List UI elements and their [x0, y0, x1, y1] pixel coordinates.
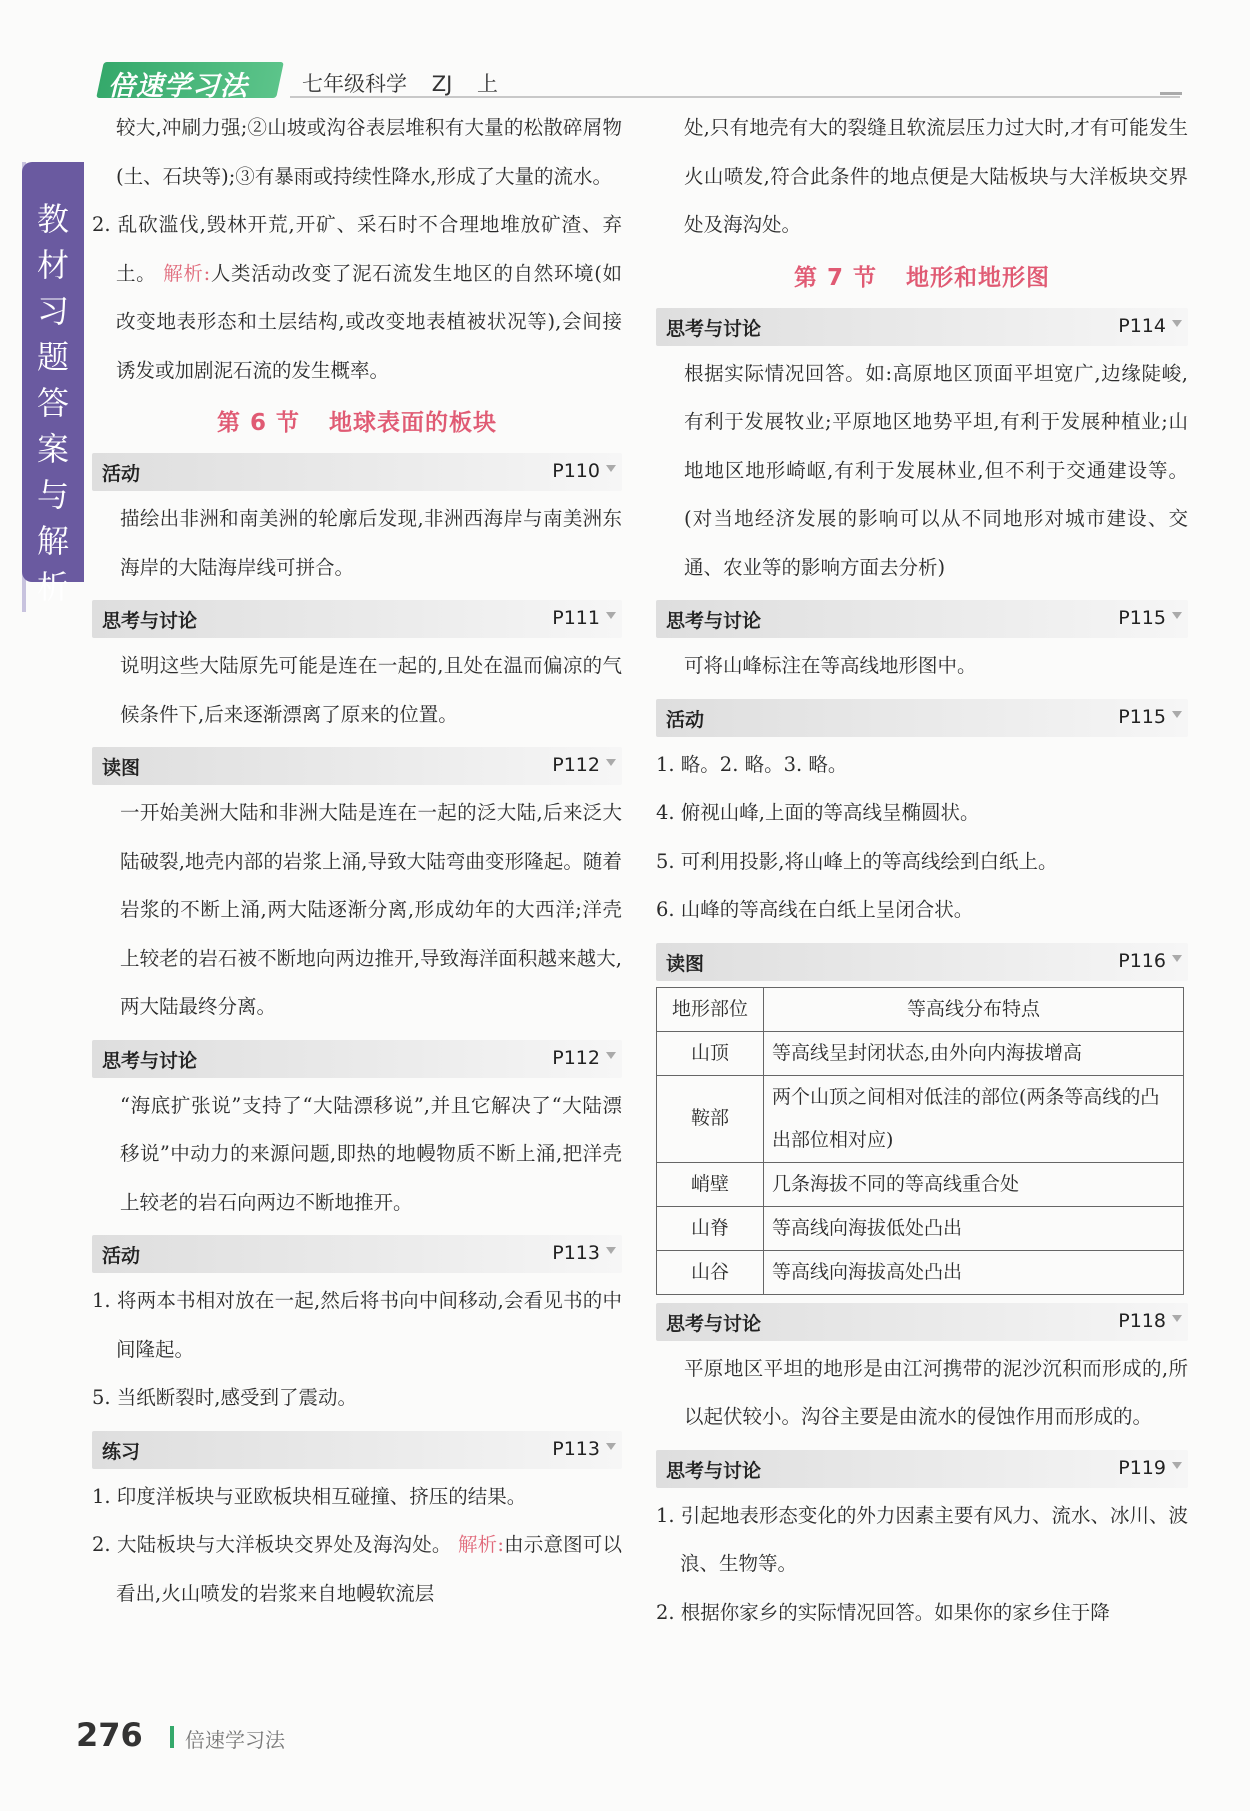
triangle-down-icon [606, 1443, 616, 1450]
table-row [657, 1162, 1184, 1206]
bar-page: P111 [552, 607, 600, 629]
question-bar [656, 600, 1188, 638]
bar-label: 练习 [102, 1440, 141, 1463]
bar-page: P116 [1118, 949, 1166, 972]
table-cell: 几条海拔不同的等高线重合处 [764, 1162, 1184, 1206]
answer-text: 描绘出非洲和南美洲的轮廓后发现,非洲西海岸与南美洲东海岸的大陆海岸线可拼合。 [120, 507, 622, 579]
table-cell: 山脊 [657, 1206, 764, 1250]
bar-page: P110 [552, 460, 600, 482]
answer-item: 2. 根据你家乡的实际情况回答。如果你的家乡住于降 [656, 1600, 1110, 1624]
triangle-down-icon [606, 1247, 616, 1254]
table-cell: 鞍部 [657, 1075, 764, 1162]
bar-label: 活动 [666, 708, 705, 731]
bar-label: 思考与讨论 [102, 610, 198, 632]
answer-text: “海底扩张说”支持了“大陆漂移说”,并且它解决了“大陆漂移说”中动力的来源问题,即热的地幔物质不断上涌,把洋壳上较老的岩石向两边不断地推开。 [120, 1093, 622, 1214]
table-row [657, 1075, 1184, 1162]
bar-label: 思考与讨论 [666, 1312, 762, 1335]
triangle-down-icon [606, 1052, 616, 1059]
bar-label: 思考与讨论 [666, 610, 762, 632]
side-tab-label: 教材习题答案与解析 [36, 200, 69, 606]
question-bar [656, 943, 1188, 981]
answer-item: 1. 引起地表形态变化的外力因素主要有风力、流水、冰川、波浪、生物等。 [656, 1503, 1188, 1575]
table-header-row [657, 987, 1184, 1031]
bar-page: P112 [552, 754, 600, 776]
answer-item [92, 201, 622, 395]
bar-label: 思考与讨论 [102, 1049, 198, 1072]
question-bar [656, 1303, 1188, 1341]
table-cell: 等高线向海拔低处凸出 [764, 1206, 1184, 1250]
table-cell: 山谷 [657, 1250, 764, 1294]
bar-label: 读图 [102, 757, 141, 779]
table-row [657, 1031, 1184, 1075]
answer-text: 根据实际情况回答。如:高原地区顶面平坦宽广,边缘陡峻,有利于发展牧业;平原地区地势平坦,有利于发展种植业;山地地区地形崎岖,有利于发展林业,但不利于交通建设等。(对当地经济发展的影响可以从不同地形对城市建设、交通、农业等的影响方面去分析) [684, 361, 1188, 579]
table-header: 地形部位 [657, 987, 764, 1031]
section-number: 第 7 节 [793, 264, 877, 291]
edition: ZJ [431, 72, 453, 96]
bar-page: P112 [552, 1046, 600, 1069]
bar-label: 活动 [102, 463, 141, 485]
grade-subject: 七年级科学 [302, 72, 407, 96]
intro-paragraph: 较大,冲刷力强;②山坡或沟谷表层堆积有大量的松散碎屑物(土、石块等);③有暴雨或持续性降水,形成了大量的流水。 [116, 116, 622, 188]
triangle-down-icon [606, 612, 616, 619]
question-bar [92, 747, 622, 785]
answer-item [92, 1521, 622, 1618]
answer-item: 1. 印度洋板块与亚欧板块相互碰撞、挤压的结果。 [92, 1484, 527, 1508]
table-cell: 山顶 [657, 1031, 764, 1075]
section-number: 第 6 节 [216, 410, 300, 436]
item-text: 2. 乱砍滥伐,毁林开荒,开矿、采石时不合理地堆放矿渣、弃土。 [92, 213, 622, 285]
section-name: 地球表面的板块 [329, 410, 498, 436]
answer-text: 平原地区平坦的地形是由江河携带的泥沙沉积而形成的,所以起伏较小。沟谷主要是由流水的侵蚀作用而形成的。 [684, 1356, 1188, 1428]
section-name: 地形和地形图 [906, 264, 1051, 291]
triangle-down-icon [606, 465, 616, 472]
triangle-down-icon [1172, 1462, 1182, 1469]
bar-page: P113 [552, 1437, 600, 1460]
volume: 上 [476, 72, 498, 96]
page-number: 276 [76, 1716, 143, 1754]
question-bar [92, 1431, 622, 1469]
bar-page: P114 [1118, 314, 1166, 337]
question-bar [656, 699, 1188, 737]
bar-page: P113 [552, 1242, 600, 1264]
section-title [656, 256, 1188, 300]
right-column [656, 104, 1188, 1637]
question-bar [656, 1450, 1188, 1488]
table-cell: 峭壁 [657, 1162, 764, 1206]
analysis-label: 解析: [163, 261, 211, 285]
triangle-down-icon [1172, 955, 1182, 962]
question-bar [92, 453, 622, 491]
bar-label: 活动 [102, 1245, 141, 1267]
table-row [657, 1250, 1184, 1294]
answer-text: 可将山峰标注在等高线地形图中。 [684, 654, 977, 677]
bar-page: P115 [1118, 705, 1166, 728]
table-row [657, 1206, 1184, 1250]
bar-label: 读图 [666, 952, 705, 975]
list-item: 5. 可利用投影,将山峰上的等高线绘到白纸上。 [656, 849, 1058, 873]
triangle-down-icon [606, 759, 616, 766]
bar-label: 思考与讨论 [666, 317, 762, 340]
brand-logo: 倍速学习法 [108, 71, 248, 102]
bar-page: P115 [1118, 607, 1166, 629]
analysis-text: 由示意图可以看出,火山喷发的岩浆来自地幔软流层 [116, 1533, 622, 1605]
bar-label: 思考与讨论 [666, 1459, 762, 1482]
answer-item: 5. 当纸断裂时,感受到了震动。 [92, 1386, 358, 1409]
left-column [92, 104, 622, 1618]
list-item: 6. 山峰的等高线在白纸上呈闭合状。 [656, 898, 974, 921]
triangle-down-icon [1172, 320, 1182, 327]
contour-table [656, 987, 1184, 1295]
header-info [302, 68, 516, 98]
question-bar [92, 1040, 622, 1078]
analysis-label: 解析: [457, 1533, 504, 1556]
footer-brand: 倍速学习法 [185, 1728, 285, 1752]
table-cell: 等高线向海拔高处凸出 [764, 1250, 1184, 1294]
section-title [92, 401, 622, 445]
list-item: 4. 俯视山峰,上面的等高线呈椭圆状。 [656, 801, 980, 824]
continued-text: 处,只有地壳有大的裂缝且软流层压力过大时,才有可能发生火山喷发,符合此条件的地点便是大陆板块与大洋板块交界处及海沟处。 [684, 116, 1188, 236]
answer-text: 一开始美洲大陆和非洲大陆是连在一起的泛大陆,后来泛大陆破裂,地壳内部的岩浆上涌,导致大陆弯曲变形隆起。随着岩浆的不断上涌,两大陆逐渐分离,形成幼年的大西洋;洋壳上较老的岩石被不断地向两边推开,导致海洋面积越来越大,两大陆最终分离。 [120, 801, 622, 1018]
table-header: 等高线分布特点 [764, 987, 1184, 1031]
header-divider [290, 96, 1180, 98]
triangle-down-icon [1172, 711, 1182, 718]
question-bar [656, 308, 1188, 346]
question-bar [92, 600, 622, 638]
analysis-text: 人类活动改变了泥石流发生地区的自然环境(如改变地表形态和土层结构,或改变地表植被状况等),会间接诱发或加剧泥石流的发生概率。 [116, 261, 623, 382]
header-tick [1160, 92, 1182, 95]
table-cell: 等高线呈封闭状态,由外向内海拔增高 [764, 1031, 1184, 1075]
bar-page: P118 [1118, 1309, 1166, 1332]
bar-page: P119 [1118, 1456, 1166, 1479]
footer-divider [170, 1726, 174, 1748]
list-item: 1. 略。2. 略。3. 略。 [656, 752, 848, 776]
triangle-down-icon [1172, 612, 1182, 619]
answer-text: 说明这些大陆原先可能是连在一起的,且处在温而偏凉的气候条件下,后来逐渐漂离了原来的位置。 [120, 654, 622, 726]
question-bar [92, 1235, 622, 1273]
item-text: 2. 大陆板块与大洋板块交界处及海沟处。 [92, 1533, 452, 1556]
triangle-down-icon [1172, 1315, 1182, 1322]
answer-item: 1. 将两本书相对放在一起,然后将书向中间移动,会看见书的中间隆起。 [92, 1289, 622, 1361]
table-cell: 两个山顶之间相对低洼的部位(两条等高线的凸出部位相对应) [764, 1075, 1184, 1162]
